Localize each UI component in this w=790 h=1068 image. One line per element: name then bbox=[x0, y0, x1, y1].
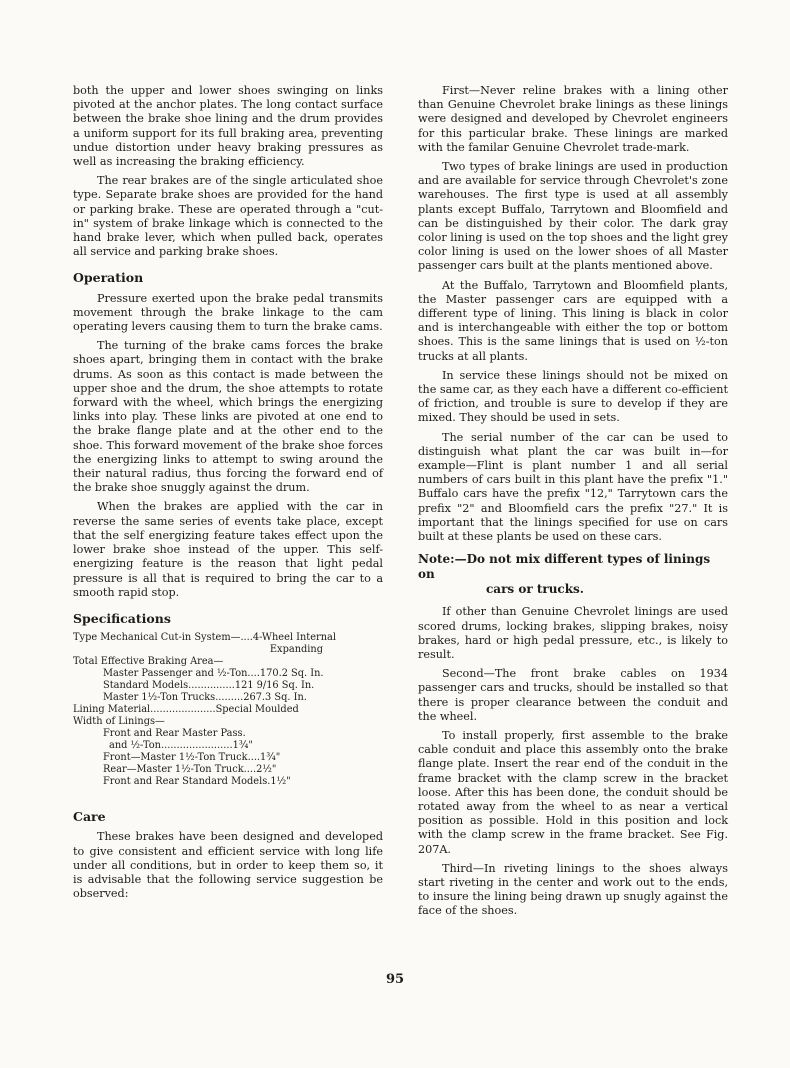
page-number: 95 bbox=[385, 972, 405, 987]
section-heading-operation: Operation bbox=[73, 270, 144, 286]
paragraph: Third—In riveting linings to the shoes always start riveting in the center and work out to the ends, to insure the lining being drawn up snugly against the face of the shoes. bbox=[418, 861, 728, 918]
right-column bbox=[418, 84, 728, 924]
spec-line: Master 1½-Ton Trucks.........267.3 Sq. In. bbox=[103, 692, 307, 704]
spec-line: Total Effective Braking Area— bbox=[73, 656, 224, 668]
spec-line: Master Passenger and ½-Ton....170.2 Sq. In. bbox=[103, 668, 324, 680]
section-heading-specifications: Specifications bbox=[73, 610, 171, 626]
paragraph: The serial number of the car can be used to distinguish what plant the car was built in—for example—Flint is plant number 1 and all serial numbers of cars built in this plant have the prefix "1." Buffalo cars have the prefix "12," Tarrytown cars the prefix "2" and Bloomfield cars the prefix "27." It is important that the linings specified for use on cars built at these plants be used on these cars. bbox=[418, 430, 728, 544]
spec-line: Expanding bbox=[269, 644, 323, 656]
spec-line: and ½-Ton.......................1¾" bbox=[109, 740, 253, 752]
spec-line: Lining Material.....................Special Moulded bbox=[73, 704, 299, 716]
paragraph: Two types of brake linings are used in production and are available for service through Chevrolet's zone warehouses. The first type is used at all assembly plants except Buffalo, Tarrytown and Bloomfield and can be distinguished by their color. The dark gray color lining is used on the top shoes and the light grey color lining is used on the lower shoes of all Master passenger cars built at the plants mentioned above. bbox=[418, 160, 728, 273]
spec-line: Type Mechanical Cut-in System—....4-Wheel Internal bbox=[73, 632, 337, 644]
note-warning bbox=[418, 552, 728, 597]
spec-line: Front and Rear Standard Models.1½" bbox=[103, 776, 291, 788]
spec-line: Front—Master 1½-Ton Truck....1¾" bbox=[103, 752, 281, 764]
paragraph: Second—The front brake cables on 1934 passenger cars and trucks, should be installed so that there is proper clearance between the conduit and the wheel. bbox=[418, 667, 728, 723]
paragraph: both the upper and lower shoes swinging on links pivoted at the anchor plates. The long contact surface between the brake shoe lining and the drum provides a uniform support for its full braking area, preventing undue distortion under heavy braking pressures as well as increasing the braking efficiency. bbox=[73, 84, 383, 169]
note-line: Note:—Do not mix different types of linings on bbox=[418, 552, 711, 582]
spec-line: Width of Linings— bbox=[73, 716, 165, 728]
paragraph: When the brakes are applied with the car in reverse the same series of events take place, except that the self energizing feature takes effect upon the lower brake shoe instead of the upper. This self-energizing feature is the reason that light pedal pressure is all that is required to bring the car to a smooth rapid stop. bbox=[73, 500, 383, 599]
paragraph: The rear brakes are of the single articulated shoe type. Separate brake shoes are provided for the hand or parking brake. These are operated through a "cut-in" system of brake linkage which is connected to the hand brake lever, which when pulled back, operates all service and parking brake shoes. bbox=[73, 174, 383, 259]
section-heading-care: Care bbox=[73, 809, 106, 825]
spec-line: Standard Models...............121 9/16 Sq. In. bbox=[103, 680, 315, 692]
paragraph: If other than Genuine Chevrolet linings are used scored drums, locking brakes, slipping brakes, noisy brakes, hard or high pedal pressure, etc., is likely to result. bbox=[418, 605, 728, 661]
paragraph: In service these linings should not be mixed on the same car, as they each have a different co-efficient of friction, and trouble is sure to develop if they are mixed. They should be used in sets. bbox=[418, 368, 728, 425]
paragraph: To install properly, first assemble to the brake cable conduit and place this assembly onto the brake flange plate. Insert the rear end of the conduit in the frame bracket with the clamp screw in the bracket loose. After this has been done, the conduit should be rotated away from the wheel to as near a vertical position as possible. Hold in this position and lock with the clamp screw in the frame bracket. See Fig. 207A. bbox=[418, 728, 728, 856]
spec-line: Front and Rear Master Pass. bbox=[103, 728, 246, 740]
note-line: cars or trucks. bbox=[486, 582, 584, 597]
left-column bbox=[73, 84, 383, 906]
paragraph: First—Never reline brakes with a lining other than Genuine Chevrolet brake linings as these linings were designed and developed by Chevrolet engineers for this particular brake. These linings are marked with the familar Genuine Chevrolet trade-mark. bbox=[418, 84, 728, 154]
paragraph: Pressure exerted upon the brake pedal transmits movement through the brake linkage to the cam operating levers causing them to turn the brake cams. bbox=[73, 291, 383, 334]
specifications-list bbox=[73, 632, 383, 788]
paragraph: At the Buffalo, Tarrytown and Bloomfield plants, the Master passenger cars are equipped with a different type of lining. This lining is black in color and is interchangeable with either the top or bottom shoes. This is the same linings that is used on ½-ton trucks at all plants. bbox=[418, 278, 728, 363]
paragraph: The turning of the brake cams forces the brake shoes apart, bringing them in contact with the brake drums. As soon as this contact is made between the upper shoe and the drum, the shoe attempts to rotate forward with the wheel, which brings the energizing links into play. These links are pivoted at one end to the brake flange plate and at the other end to the shoe. This forward movement of the brake shoe forces the energizing links to attempt to swing around the their natural radius, thus forcing the forward end of the brake shoe snuggly against the drum. bbox=[73, 339, 383, 495]
paragraph: These brakes have been designed and developed to give consistent and efficient service with long life under all conditions, but in order to keep them so, it is advisable that the following service suggestion be observed: bbox=[73, 830, 383, 901]
spec-line: Rear—Master 1½-Ton Truck....2½" bbox=[103, 764, 277, 776]
